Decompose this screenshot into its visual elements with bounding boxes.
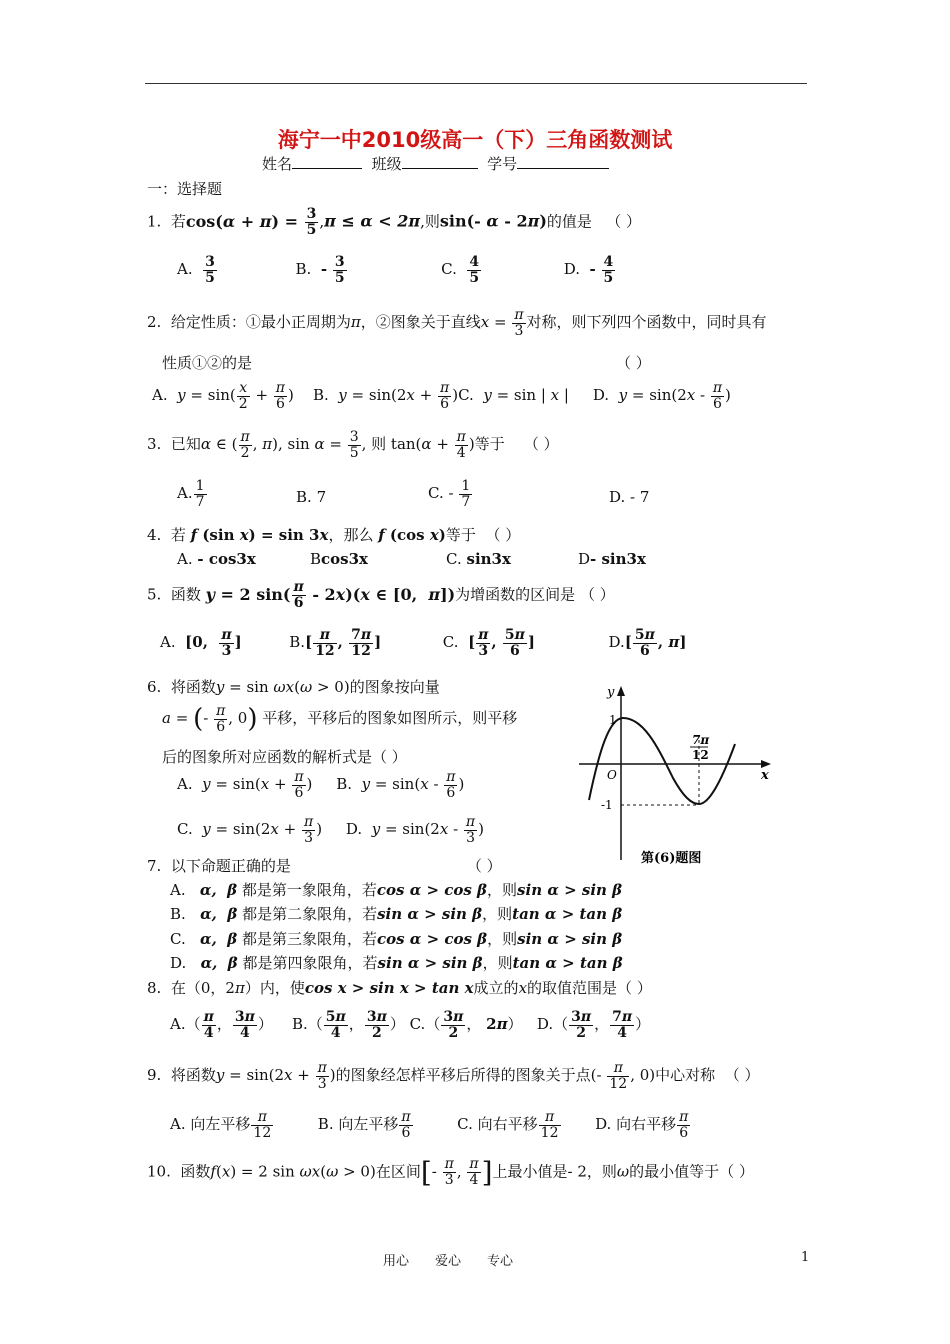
q6-figure (575, 682, 785, 872)
q3-options (177, 479, 208, 509)
q10-text-b: 在区间 (375, 1162, 421, 1181)
q6-line-2: a = (- $\frac{\pi}{6}$ , 0) 平移，平移后的图象如图所示，则平移 (162, 703, 518, 735)
q5-option-c[interactable]: C. [ $\frac{\pi}{3}$ , $\frac{5\pi}{6}$ ] (442, 627, 535, 659)
q9-option-a[interactable]: A. 向左平移 $\frac{\pi}{12}$ (170, 1109, 272, 1141)
q9-option-c[interactable]: C. 向右平移 $\frac{\pi}{12}$ (457, 1109, 559, 1141)
fig-x-label: x (761, 768, 769, 783)
q1-text-b: ,则 (420, 212, 440, 231)
q3-option-b[interactable]: B. 7 (296, 488, 327, 506)
question-5 (147, 580, 615, 610)
q8-text-a: 在（0， (170, 979, 226, 997)
q8-paren[interactable]: （ ） (617, 979, 652, 997)
q7-text: 以下命题正确的是 (170, 857, 291, 875)
q1-target: sin(- α - 2π) (439, 211, 547, 231)
q10-text-d: ，则 (586, 1162, 617, 1181)
q6-text-d: 后的图象所对应函数的解析式是 (162, 748, 373, 766)
class-blank[interactable] (402, 154, 478, 169)
q7-option-c[interactable]: C. α, β 都是第三象限角，若cos α > cos β，则sin α > sin β (170, 930, 623, 948)
q6-option-d[interactable]: D. y = sin(2x - $\frac{\pi}{3}$ ) (345, 814, 484, 846)
q5-formula: y = 2 sin( $\frac{\pi}{6}$ - 2x)(x ∈ [0, π]) (205, 579, 456, 611)
q3-text-b: 等于 (474, 435, 505, 454)
x-axis-arrow-icon (761, 760, 771, 768)
q4-number: 4. (147, 526, 162, 544)
question-10: 10. 函数f(x) = 2 sin ωx(ω > 0)在区间[- $\frac{\pi}{3}$ , $\frac{\pi}{4}$ ]上最小值是- 2，则ω的最小值等于（ ） (147, 1156, 754, 1189)
sine-curve (589, 718, 735, 804)
q1-option-d[interactable]: D. - $\frac{4}{5}$ (563, 254, 614, 286)
student-info (262, 153, 609, 174)
fig-bottom-tick: -1 (601, 798, 613, 812)
q1-cond: π ≤ α < 2π (324, 211, 421, 231)
q1-option-c[interactable]: C. $\frac{4}{5}$ (441, 254, 480, 286)
q6-option-b[interactable]: B. y = sin(x - $\frac{\pi}{6}$ ) (336, 769, 465, 801)
q2-text-c: 对称，则下列四个函数中，同时具有 (526, 313, 767, 332)
q8-cond: cos x > sin x > tan x (304, 979, 474, 997)
q2-text-d: 性质①②的是 (162, 354, 253, 372)
page-title: 海宁一中2010级高一（下）三角函数测试 (277, 128, 673, 152)
q4-text-b: ，那么 (328, 526, 374, 544)
q4-option-c[interactable]: C. sin3x (446, 550, 511, 568)
fig-origin-label: O (607, 768, 617, 782)
q6-options-cd (177, 815, 484, 845)
fig-peak-den: 12 (692, 748, 709, 762)
q7-paren[interactable]: （ ） (466, 857, 502, 875)
q9-text-a: 将函数 (170, 1066, 216, 1085)
q10-text-e: 的最小值等于 (629, 1162, 720, 1181)
q7-number: 7. (147, 857, 162, 875)
q4-option-b[interactable]: Bcos3x (310, 550, 368, 568)
q5-paren[interactable]: （ ） (579, 585, 615, 604)
q10-paren[interactable]: （ ） (719, 1162, 754, 1181)
q8-option-b[interactable]: B.（ $\frac{5\pi}{4}$ ， $\frac{3\pi}{2}$ ） (291, 1009, 405, 1041)
q3-option-c[interactable]: C. - $\frac{1}{7}$ (428, 478, 471, 510)
q4-text-c: 等于 (445, 526, 476, 544)
q8-option-d[interactable]: D.（ $\frac{3\pi}{2}$ ， $\frac{7\pi}{4}$ ） (536, 1009, 651, 1041)
q3-paren[interactable]: （ ） (523, 435, 559, 454)
q4-option-d[interactable]: D- sin3x (578, 550, 646, 568)
q6-paren[interactable]: （ ） (372, 748, 407, 766)
q4-premise: f (sin x) = sin 3x (190, 526, 329, 544)
question-2: 2. 给定性质：①最小正周期为π，②图象关于直线x = $\frac{\pi}{3}$ 对称，则下列四个函数中，同时具有 (147, 307, 767, 339)
header-rule (145, 83, 807, 84)
id-label: 学号 (487, 155, 518, 173)
q2-option-a[interactable]: A. y = sin( $\frac{x}{2}$ + $\frac{\pi}{6}$ ) (152, 380, 294, 412)
fig-caption: 第(6)题图 (641, 851, 702, 866)
q6-text-c: 平移，平移后的图象如图所示，则平移 (262, 709, 518, 728)
q6-text-b: 的图象按向量 (349, 678, 440, 696)
q2-line-2 (162, 352, 651, 373)
question-3: 3. 已知α ∈ ( $\frac{\pi}{2}$ , π), sin α = $\frac{3}{5}$ , 则 tan(α + $\frac{\pi}{4}$ )等于 （ ） (147, 429, 559, 461)
q4-target: f (cos x) (378, 526, 446, 544)
q2-option-b[interactable]: B. y = sin(2x + $\frac{\pi}{6}$ ) (312, 380, 459, 412)
y-axis-arrow-icon (617, 686, 625, 696)
q1-formula: cos(α + π) = $\frac{3}{5}$ (185, 206, 317, 238)
fig-peak-num: 7π (692, 733, 710, 747)
q3-text-a: 已知 (170, 435, 201, 454)
question-4 (147, 524, 520, 545)
fig-y-label: y (607, 685, 615, 700)
class-label: 班级 (371, 155, 402, 173)
q1-option-a[interactable]: A. $\frac{3}{5}$ (177, 254, 215, 286)
q5-option-b[interactable]: B.[ $\frac{\pi}{12}$ , $\frac{7\pi}{12}$ ] (289, 627, 382, 659)
question-8: 8. 在（0，2π）内，使cos x > sin x > tan x成立的x的取值范围是（ ） (147, 979, 652, 997)
page-number: 1 (801, 1250, 810, 1265)
section-heading: 一：选择题 (147, 180, 223, 198)
q9-text-c: 中心对称 (655, 1066, 716, 1085)
q1-paren[interactable]: （ ） (606, 212, 641, 231)
q8-option-c[interactable]: C.（ $\frac{3\pi}{2}$ ， 2π） (409, 1009, 523, 1041)
q1-options (177, 255, 616, 285)
q7-option-d[interactable]: D. α, β 都是第四象限角，若sin α > sin β，则tan α > tan β (170, 954, 623, 972)
q2-option-d[interactable]: D. y = sin(2x - $\frac{\pi}{6}$ ) (592, 380, 731, 412)
q7-option-a[interactable]: A. α, β 都是第一象限角，若cos α > cos β，则sin α > sin β (170, 881, 623, 899)
question-6: 6. 将函数y = sin ωx(ω > 0)的图象按向量 (147, 678, 440, 696)
q5-option-a[interactable]: A. [0, $\frac{\pi}{3}$ ] (160, 627, 242, 659)
q9-paren[interactable]: （ ） (724, 1066, 760, 1085)
q8-text-d: 的取值范围是 (527, 979, 618, 997)
q3-number: 3. (147, 435, 162, 454)
q10-text-a: 函数 (180, 1162, 211, 1181)
q4-option-a[interactable]: A. - cos3x (177, 550, 256, 568)
q2-text-b: ，②图象关于直线 (360, 313, 481, 332)
q8-option-a[interactable]: A.（ $\frac{\pi}{4}$ ， $\frac{3\pi}{4}$ ） (170, 1009, 273, 1041)
q6-vector: a (162, 709, 171, 728)
q1-option-b[interactable]: B. - $\frac{3}{5}$ (295, 254, 345, 286)
q10-number: 10. (147, 1162, 171, 1181)
q5-option-d[interactable]: D.[ $\frac{5\pi}{6}$ , π] (608, 627, 687, 659)
q3-option-d[interactable]: D. - 7 (609, 488, 650, 506)
q10-min-value: - 2 (567, 1162, 587, 1181)
fig-top-tick: 1 (609, 713, 617, 727)
q9-options (170, 1110, 691, 1140)
q2-paren[interactable]: （ ） (616, 354, 651, 372)
q7-option-b[interactable]: B. α, β 都是第二象限角，若sin α > sin β，则tan α > tan β (170, 905, 623, 923)
q2-number: 2. (147, 313, 162, 332)
q5-text-b: 为增函数的区间是 (455, 585, 576, 604)
q8-options (170, 1010, 650, 1040)
q6-option-c[interactable]: C. y = sin(2x + $\frac{\pi}{3}$ ) (177, 814, 323, 846)
name-blank[interactable] (292, 154, 362, 169)
q10-text-c: 上最小值是 (492, 1162, 568, 1181)
q5-options (160, 628, 686, 658)
question-9: 9. 将函数y = sin(2x + $\frac{\pi}{3}$ )的图象经怎样平移后所得的图象关于点(- $\frac{\pi}{12}$ , 0)中心对称 （ ） (147, 1060, 760, 1092)
q6-option-a[interactable]: A. y = sin(x + $\frac{\pi}{6}$ ) (177, 769, 313, 801)
question-7 (147, 855, 502, 876)
q6-number: 6. (147, 678, 162, 696)
q2-option-c[interactable]: C. y = sin | x | (458, 386, 569, 405)
q6-options-ab (177, 770, 464, 800)
q4-text-a: 若 (170, 526, 186, 544)
q9-text-b: 的图象经怎样平移后所得的图象关于点 (335, 1066, 591, 1085)
question-1: 1. 若cos(α + π) = $\frac{3}{5}$ ,π ≤ α < 2π,则sin(- α - 2π)的值是 （ ） (147, 206, 641, 238)
q2-text-a: 给定性质：①最小正周期为 (170, 313, 351, 332)
q8-text-b: ）内，使 (244, 979, 305, 997)
q6-text-a: 将函数 (170, 678, 216, 696)
footer-motto: 用心 爱心 专心 (383, 1254, 514, 1269)
q1-text-c: 的值是 (546, 212, 592, 231)
q3-option-a[interactable]: A. $\frac{1}{7}$ (177, 478, 205, 510)
q5-text-a: 函数 (170, 585, 201, 604)
q9-option-b[interactable]: B. 向左平移 $\frac{\pi}{6}$ (317, 1109, 411, 1141)
q1-text-a: 若 (170, 212, 186, 231)
q2-options (152, 381, 731, 411)
q9-option-d[interactable]: D. 向右平移 $\frac{\pi}{6}$ (595, 1109, 689, 1141)
q1-number: 1. (147, 212, 162, 231)
id-blank[interactable] (517, 154, 609, 169)
q8-number: 8. (147, 979, 162, 997)
q8-text-c: 成立的 (473, 979, 519, 997)
q4-paren[interactable]: （ ） (485, 526, 521, 544)
q9-number: 9. (147, 1066, 162, 1085)
name-label: 姓名 (262, 155, 293, 173)
q5-number: 5. (147, 585, 162, 604)
q6-line-3 (162, 746, 407, 767)
